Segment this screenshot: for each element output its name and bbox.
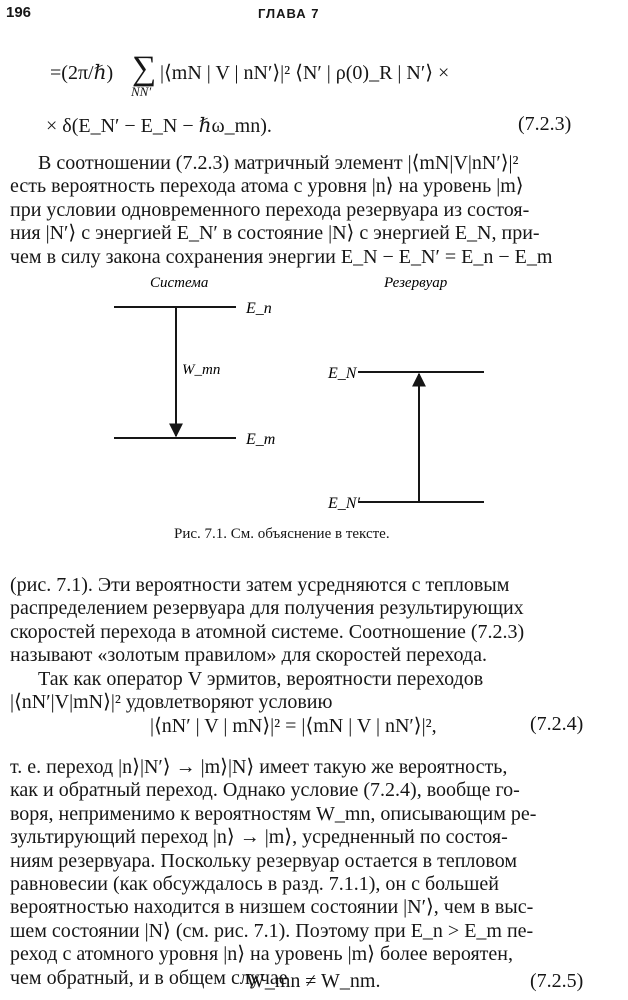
eq-723-line2: × δ(E_N′ − E_N − ℏω_mn). (46, 115, 272, 137)
eq-723-lead: =(2π/ℏ) (50, 62, 114, 84)
eq-724-body: |⟨nN′ | V | mN⟩|² = |⟨mN | V | nN′⟩|², (150, 715, 437, 737)
text-line: реход с атомного уровня |n⟩ на уровень |m⟩ более вероятен, (10, 943, 513, 966)
text-line: скоростей перехода в атомной системе. Соотношение (7.2.3) (10, 620, 525, 643)
text-line: шем состоянии |N⟩ (см. рис. 7.1). Поэтому при E_n > E_m пе- (10, 919, 534, 942)
text-line: равновесии (как обсуждалось в разд. 7.1.1), он с большей (10, 873, 499, 896)
page-number: 196 (6, 4, 32, 21)
label-system: Система (150, 275, 209, 291)
text-line: (рис. 7.1). Эти вероятности затем усредняются с тепловым (10, 574, 510, 596)
text-line: как и обратный переход. Однако условие (7.2.4), вообще го- (10, 779, 520, 802)
label-eN: E_N (328, 365, 357, 382)
text-line: ния |N′⟩ с энергией E_N′ в состояние |N⟩ с энергией E_N, при- (10, 222, 540, 245)
eq-725-number: (7.2.5) (530, 970, 584, 992)
eq-724-number: (7.2.4) (530, 713, 584, 735)
eq-725-body: W_mn ≠ W_nm. (246, 970, 381, 992)
sum-symbol: ∑ (132, 50, 157, 87)
energy-level-diagram (0, 268, 628, 548)
text-line: |⟨nN′|V|mN⟩|² удовлетворяют условию (10, 691, 333, 714)
sum-subscript: NN′ (131, 84, 152, 99)
paragraph-1 (10, 152, 588, 269)
arrow-label-wmn: W_mn (182, 362, 221, 378)
text-line: вероятностью находится в низшем состоянии |N′⟩, чем в выс- (10, 896, 534, 919)
paragraph-3 (10, 668, 588, 715)
figure-caption: Рис. 7.1. См. объяснение в тексте. (174, 526, 390, 542)
eq-723-body: |⟨mN | V | nN′⟩|² ⟨N′ | ρ(0)_R | N′⟩ × (160, 62, 450, 84)
text-line: Так как оператор V эрмитов, вероятности переходов (38, 668, 484, 690)
text-line: чем в силу закона сохранения энергии E_N − E_N′ = E_n − E_m (10, 245, 553, 268)
label-en: E_n (246, 300, 272, 317)
text-line: есть вероятность перехода атома с уровня |n⟩ на уровень |m⟩ (10, 175, 524, 198)
label-reservoir: Резервуар (384, 275, 448, 291)
label-em: E_m (246, 431, 276, 448)
text-line: В соотношении (7.2.3) матричный элемент |⟨mN|V|nN′⟩|² (38, 152, 519, 174)
text-line: распределением резервуара для получения результирующих (10, 597, 524, 620)
text-line: называют «золотым правилом» для скоростей перехода. (10, 644, 487, 667)
eq-723-number: (7.2.3) (518, 113, 572, 135)
text-line: ниям резервуара. Поскольку резервуар остается в тепловом (10, 849, 517, 872)
paragraph-4 (10, 756, 588, 990)
text-line: воря, неприменимо к вероятностям W_mn, описывающим ре- (10, 802, 537, 825)
text-line: т. е. переход |n⟩|N′⟩ → |m⟩|N⟩ имеет такую же вероятность, (10, 756, 508, 778)
label-eNprime: E_N′ (328, 495, 360, 512)
text-line: при условии одновременного перехода резервуара из состоя- (10, 198, 530, 221)
text-line: чем обратный, и в общем случае (10, 966, 288, 989)
paragraph-2 (10, 574, 588, 668)
text-line: зультирующий переход |n⟩ → |m⟩, усредненный по состоя- (10, 826, 508, 849)
chapter-header: ГЛАВА 7 (258, 6, 320, 21)
